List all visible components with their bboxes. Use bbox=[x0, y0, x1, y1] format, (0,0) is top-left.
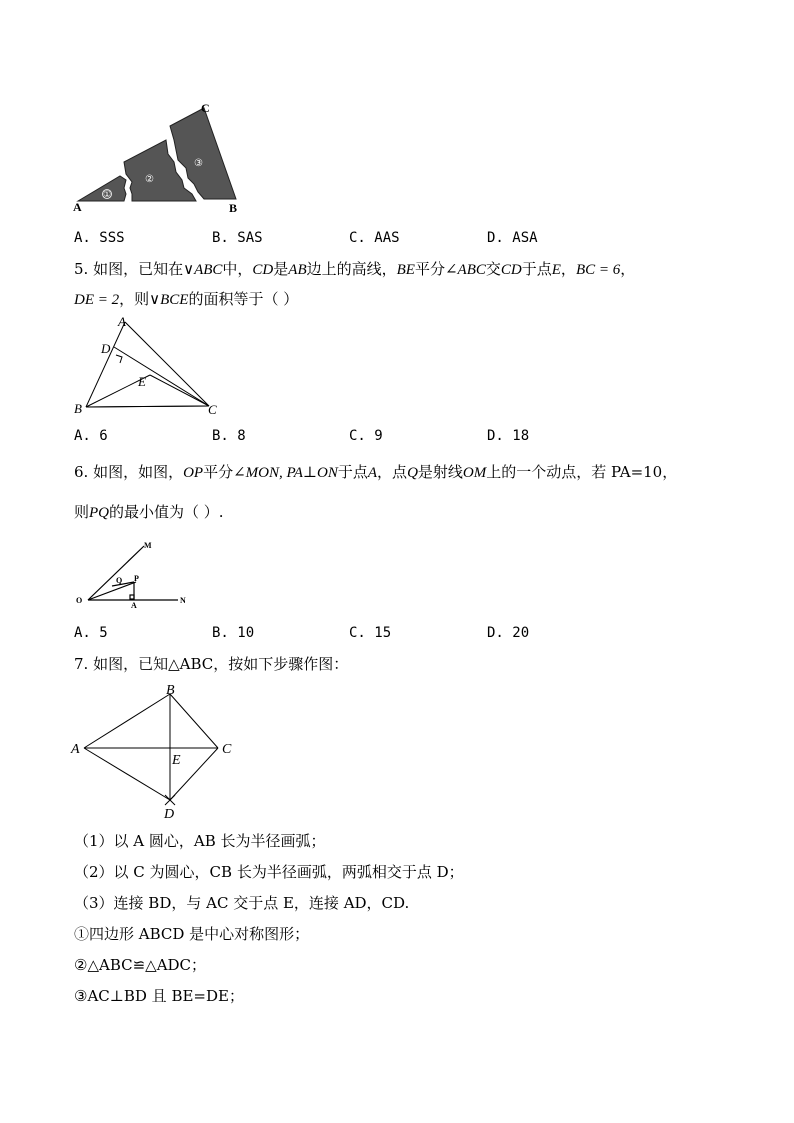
q6-line-2: 则PQ的最小值为（ ）. bbox=[74, 503, 224, 521]
q6-label-o: O bbox=[76, 596, 83, 605]
q6-option-b: B. 10 bbox=[212, 625, 255, 641]
q7-statement-3: ③AC⊥BD 且 BE=DE； bbox=[74, 987, 244, 1005]
q7-label-b: B bbox=[166, 683, 175, 698]
q4-option-c: C. AAS bbox=[349, 230, 400, 246]
q4-option-a: A. SSS bbox=[74, 230, 125, 246]
triangle-piece-1 bbox=[78, 176, 126, 201]
q4-option-b: B. SAS bbox=[212, 230, 263, 246]
vertex-c-label: C bbox=[201, 101, 210, 115]
q6-option-a: A. 5 bbox=[74, 625, 108, 641]
vertex-a-label: A bbox=[73, 200, 82, 214]
q6-line-1: 6. 如图，如图，OP平分∠MON, PA⊥ON于点A，点Q是射线OM上的一个动点，若 PA=10， bbox=[74, 463, 678, 481]
q5-triangle-figure bbox=[70, 312, 230, 422]
q5-label-e: E bbox=[138, 374, 146, 389]
q7-title: 7. 如图，已知△ABC，按如下步骤作图： bbox=[74, 655, 349, 673]
q6-label-m: M bbox=[144, 541, 152, 550]
q7-statement-2: ②△ABC≌△ADC； bbox=[74, 956, 207, 974]
q6-label-a: A bbox=[131, 601, 137, 610]
q5-option-c: C. 9 bbox=[349, 428, 383, 444]
q5-option-b: B. 8 bbox=[212, 428, 246, 444]
vertex-b-label: B bbox=[229, 201, 238, 215]
piece-3-label: ③ bbox=[194, 158, 203, 169]
q7-label-a: A bbox=[71, 742, 80, 757]
q6-label-n: N bbox=[180, 596, 186, 605]
q6-label-p: P bbox=[134, 574, 139, 583]
q5-option-d: D. 18 bbox=[487, 428, 530, 444]
q7-step-3: （3）连接 BD，与 AC 交于点 E，连接 AD，CD. bbox=[74, 894, 410, 912]
q5-line-2: DE = 2，则∨BCE的面积等于（ ） bbox=[74, 290, 299, 308]
q5-label-d: D bbox=[101, 341, 111, 356]
piece-1-label: ① bbox=[103, 189, 112, 199]
q6-option-d: D. 20 bbox=[487, 625, 530, 641]
q5-label-c: C bbox=[208, 402, 217, 417]
q5-label-a: A bbox=[118, 314, 126, 329]
q7-step-1: （1）以 A 圆心，AB 长为半径画弧； bbox=[74, 832, 326, 850]
q7-step-2: （2）以 C 为圆心，CB 长为半径画弧，两弧相交于点 D； bbox=[74, 863, 464, 881]
q5-option-a: A. 6 bbox=[74, 428, 108, 444]
q4-option-d: D. ASA bbox=[487, 230, 538, 246]
q7-label-e: E bbox=[172, 753, 181, 768]
q5-label-b: B bbox=[74, 401, 82, 416]
broken-triangle-figure bbox=[70, 98, 250, 218]
piece-2-label: ② bbox=[145, 174, 154, 185]
q7-statement-1: ①四边形 ABCD 是中心对称图形； bbox=[74, 925, 310, 943]
q5-line-1: 5. 如图，已知在∨ABC中，CD是AB边上的高线，BE平分∠ABC交CD于点E，BC = 6， bbox=[74, 260, 636, 278]
q7-quadrilateral-figure bbox=[70, 682, 240, 822]
q6-option-c: C. 15 bbox=[349, 625, 392, 641]
q6-angle-figure bbox=[72, 536, 197, 611]
q7-label-c: C bbox=[222, 742, 232, 757]
q7-label-d: D bbox=[164, 807, 175, 822]
q6-label-q: Q bbox=[116, 576, 123, 585]
